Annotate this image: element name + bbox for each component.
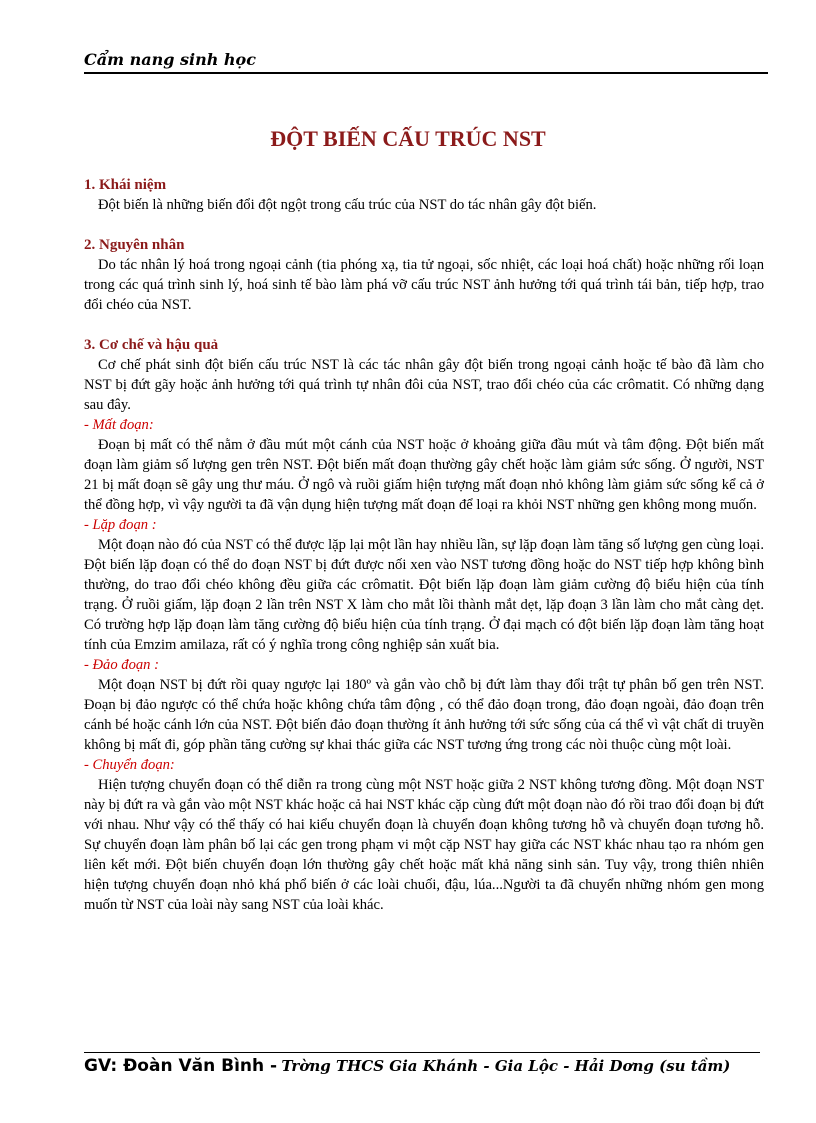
section-heading-concept: 1. Khái niệm <box>84 177 167 193</box>
subsection-heading-inversion: - Đảo đoạn : <box>84 657 159 673</box>
section-text-mechanism: Cơ chế phát sinh đột biến cấu trúc NST là các tác nhân gây đột biến trong ngoại cảnh hoặc tế bào đã làm cho NST bị đứt gãy hoặc ảnh hưởng tới quá trình tự nhân đôi của NST, trao đổi chéo của các crômatit. Có những dạng sau đây. <box>84 357 764 413</box>
footer-school: Trờng THCS Gia Khánh - Gia Lộc - Hải Dơng (su tầm) <box>281 1057 731 1075</box>
section-text-cause: Do tác nhân lý hoá trong ngoại cảnh (tia phóng xạ, tia tử ngoại, sốc nhiệt, các loại hoá chất) hoặc những rối loạn trong các quá trình sinh lý, hoá sinh tế bào làm phá vỡ cấu trúc NST ảnh hưởng tới quá trình tái bản, tiếp hợp, trao đổi chéo của NST. <box>84 257 764 313</box>
section-text-concept: Đột biến là những biến đổi đột ngột trong cấu trúc của NST do tác nhân gây đột biến. <box>98 197 597 213</box>
footer-author: GV: Đoàn Văn Bình - <box>84 1056 278 1076</box>
subsection-heading-duplication: - Lặp đoạn : <box>84 517 157 533</box>
subsection-text-inversion: Một đoạn NST bị đứt rồi quay ngược lại 180º và gắn vào chỗ bị đứt làm thay đổi trật tự phân bố gen trên NST. Đoạn bị đảo ngược có thể chứa hoặc không chứa tâm động , có thể đảo đoạn trong, đảo đoạn ngoài, đảo đoạn trên cánh bé hoặc cánh lớn của NST. Đột biến đảo đoạn thường ít ảnh hưởng tới sức sống của cá thể vì vật chất di truyền không bị mất đi, góp phần tăng cường sự khai thác giữa các NST tương ứng trong các nòi thuộc cùng một loài. <box>84 677 764 753</box>
subsection-heading-translocation: - Chuyển đoạn: <box>84 757 175 773</box>
header-title: Cẩm nang sinh học <box>84 50 256 69</box>
subsection-text-translocation: Hiện tượng chuyển đoạn có thể diễn ra trong cùng một NST hoặc giữa 2 NST không tương đồng. Một đoạn NST này bị đứt ra và gắn vào một NST khác hoặc cả hai NST khác cặp cùng đứt một đoạn nào đó rồi trao đổi đoạn bị đứt với nhau. Như vậy có thể thấy có hai kiểu chuyển đoạn là chuyển đoạn không tương hỗ và chuyển đoạn tương hỗ. Sự chuyển đoạn làm phân bố lại các gen trong phạm vi một cặp NST hay giữa các NST khác nhau tạo ra nhóm gen liên kết mới. Đột biến chuyển đoạn lớn thường gây chết hoặc mất khả năng sinh sản. Tuy vậy, trong thiên nhiên hiện tượng chuyển đoạn nhỏ khá phổ biến ở các loài chuối, đậu, lúa...Người ta đã chuyển những nhóm gen mong muốn từ NST của loài này sang NST của loài khác. <box>84 777 764 913</box>
document-body <box>84 175 764 915</box>
subsection-text-deletion: Đoạn bị mất có thể nằm ở đầu mút một cánh của NST hoặc ở khoảng giữa đầu mút và tâm động. Đột biến mất đoạn làm giảm số lượng gen trên NST. Đột biến mất đoạn thường gây chết hoặc làm giảm sức sống. Ở người, NST 21 bị mất đoạn sẽ gây ung thư máu. Ở ngô và ruồi giấm hiện tượng mất đoạn nhỏ không làm giảm sức sống kể cả ở thể đồng hợp, vì vậy người ta đã vận dụng hiện tượng mất đoạn để loại ra khỏi NST những gen không mong muốn. <box>84 437 764 513</box>
footer <box>84 1056 730 1076</box>
section-heading-cause: 2. Nguyên nhân <box>84 237 185 253</box>
header-rule <box>84 72 768 74</box>
footer-rule <box>84 1052 760 1053</box>
subsection-heading-deletion: - Mất đoạn: <box>84 417 154 433</box>
document-title: ĐỘT BIẾN CẤU TRÚC NST <box>270 126 546 151</box>
section-heading-mechanism: 3. Cơ chế và hậu quả <box>84 337 219 353</box>
subsection-text-duplication: Một đoạn nào đó của NST có thể được lặp lại một lần hay nhiều lần, sự lặp đoạn làm tăng số lượng gen cùng loại. Đột biến lặp đoạn có thể do đoạn NST bị đứt được nối xen vào NST tương đồng hoặc do NST tiếp hợp không bình thường, do trao đổi chéo không đều giữa các crômatit. Đột biến lặp đoạn làm giảm cường độ biểu hiện của tính trạng. Ở ruồi giấm, lặp đoạn 2 lần trên NST X làm cho mắt lồi thành mắt dẹt, lặp đoạn 3 lần làm cho mắt càng dẹt. Có trường hợp lặp đoạn làm tăng cường độ biểu hiện của tính trạng. Ở đại mạch có đột biến lặp đoạn làm tăng hoạt tính của Emzim amilaza, rất có ý nghĩa trong công nghiệp sản xuất bia. <box>84 537 764 653</box>
